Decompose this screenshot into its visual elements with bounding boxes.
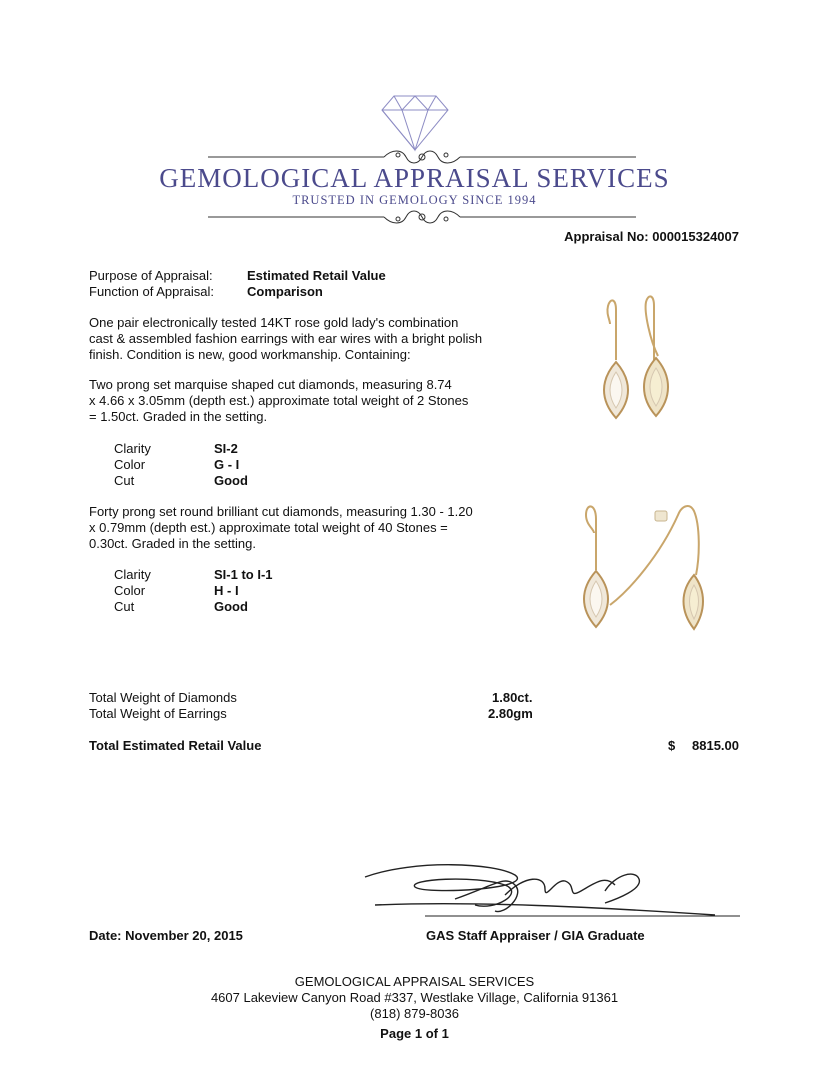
total-diamonds-value: 1.80ct. — [492, 690, 533, 705]
stone-group-1-text — [89, 377, 509, 425]
function-label: Function of Appraisal: — [89, 284, 215, 299]
earrings-side-photo — [560, 495, 730, 645]
earring-drop-left — [584, 571, 608, 627]
earring-drop-right — [644, 358, 668, 416]
footer-company: GEMOLOGICAL APPRAISAL SERVICES — [294, 974, 535, 989]
appraisal-number: Appraisal No: 000015324007 — [564, 229, 739, 244]
ear-nut — [655, 511, 667, 521]
company-tagline: TRUSTED IN GEMOLOGY SINCE 1994 — [292, 193, 537, 207]
earring-drop-right — [684, 575, 704, 629]
stone-text-line: x 0.79mm (depth est.) approximate total weight of 40 Stones = — [89, 520, 448, 535]
grade-label: Clarity — [114, 567, 151, 582]
signature-caption: GAS Staff Appraiser / GIA Graduate — [426, 928, 645, 943]
grade-label: Clarity — [114, 441, 151, 456]
grade-label: Cut — [114, 473, 135, 488]
appraiser-signature — [355, 855, 745, 935]
purpose-value: Estimated Retail Value — [247, 268, 386, 283]
stone-text-line: = 1.50ct. Graded in the setting. — [89, 409, 268, 424]
total-earrings-value: 2.80gm — [488, 706, 533, 721]
grade-label: Color — [114, 457, 146, 472]
footer-phone: (818) 879-8036 — [370, 1006, 459, 1021]
item-description — [89, 315, 509, 363]
grade-value: SI-1 to I-1 — [214, 567, 273, 582]
stone-text-line: Forty prong set round brilliant cut diamonds, measuring 1.30 - 1.20 — [89, 504, 473, 519]
stone-text-line: x 4.66 x 3.05mm (depth est.) approximate total weight of 2 Stones — [89, 393, 469, 408]
footer-address: 4607 Lakeview Canyon Road #337, Westlake Village, California 91361 — [210, 990, 619, 1005]
total-retail-label: Total Estimated Retail Value — [89, 738, 262, 753]
description-line: cast & assembled fashion earrings with ear wires with a bright polish — [89, 331, 483, 346]
retail-value: 8815.00 — [692, 738, 739, 753]
appraisal-date: Date: November 20, 2015 — [89, 928, 243, 943]
grade-value: Good — [214, 473, 248, 488]
total-earrings-label: Total Weight of Earrings — [89, 706, 227, 721]
header-ornament-bottom — [208, 207, 636, 227]
grade-label: Cut — [114, 599, 135, 614]
grade-label: Color — [114, 583, 146, 598]
page-number: Page 1 of 1 — [380, 1026, 449, 1041]
diamond-logo-icon — [380, 94, 450, 152]
stone-text-line: 0.30ct. Graded in the setting. — [89, 536, 256, 551]
company-name: GEMOLOGICAL APPRAISAL SERVICES — [159, 163, 670, 193]
total-diamonds-label: Total Weight of Diamonds — [89, 690, 237, 705]
grade-value: SI-2 — [214, 441, 238, 456]
grade-value: H - I — [214, 583, 239, 598]
retail-currency: $ — [668, 738, 676, 753]
description-line: One pair electronically tested 14KT rose gold lady's combination — [89, 315, 459, 330]
purpose-label: Purpose of Appraisal: — [89, 268, 213, 283]
grade-value: G - I — [214, 457, 240, 472]
stone-text-line: Two prong set marquise shaped cut diamonds, measuring 8.74 — [89, 377, 452, 392]
earrings-front-photo — [570, 290, 710, 440]
description-line: finish. Condition is new, good workmanship. Containing: — [89, 347, 411, 362]
function-value: Comparison — [247, 284, 323, 299]
grade-value: Good — [214, 599, 248, 614]
stone-group-2-text — [89, 504, 509, 552]
earring-drop-left — [604, 362, 628, 418]
